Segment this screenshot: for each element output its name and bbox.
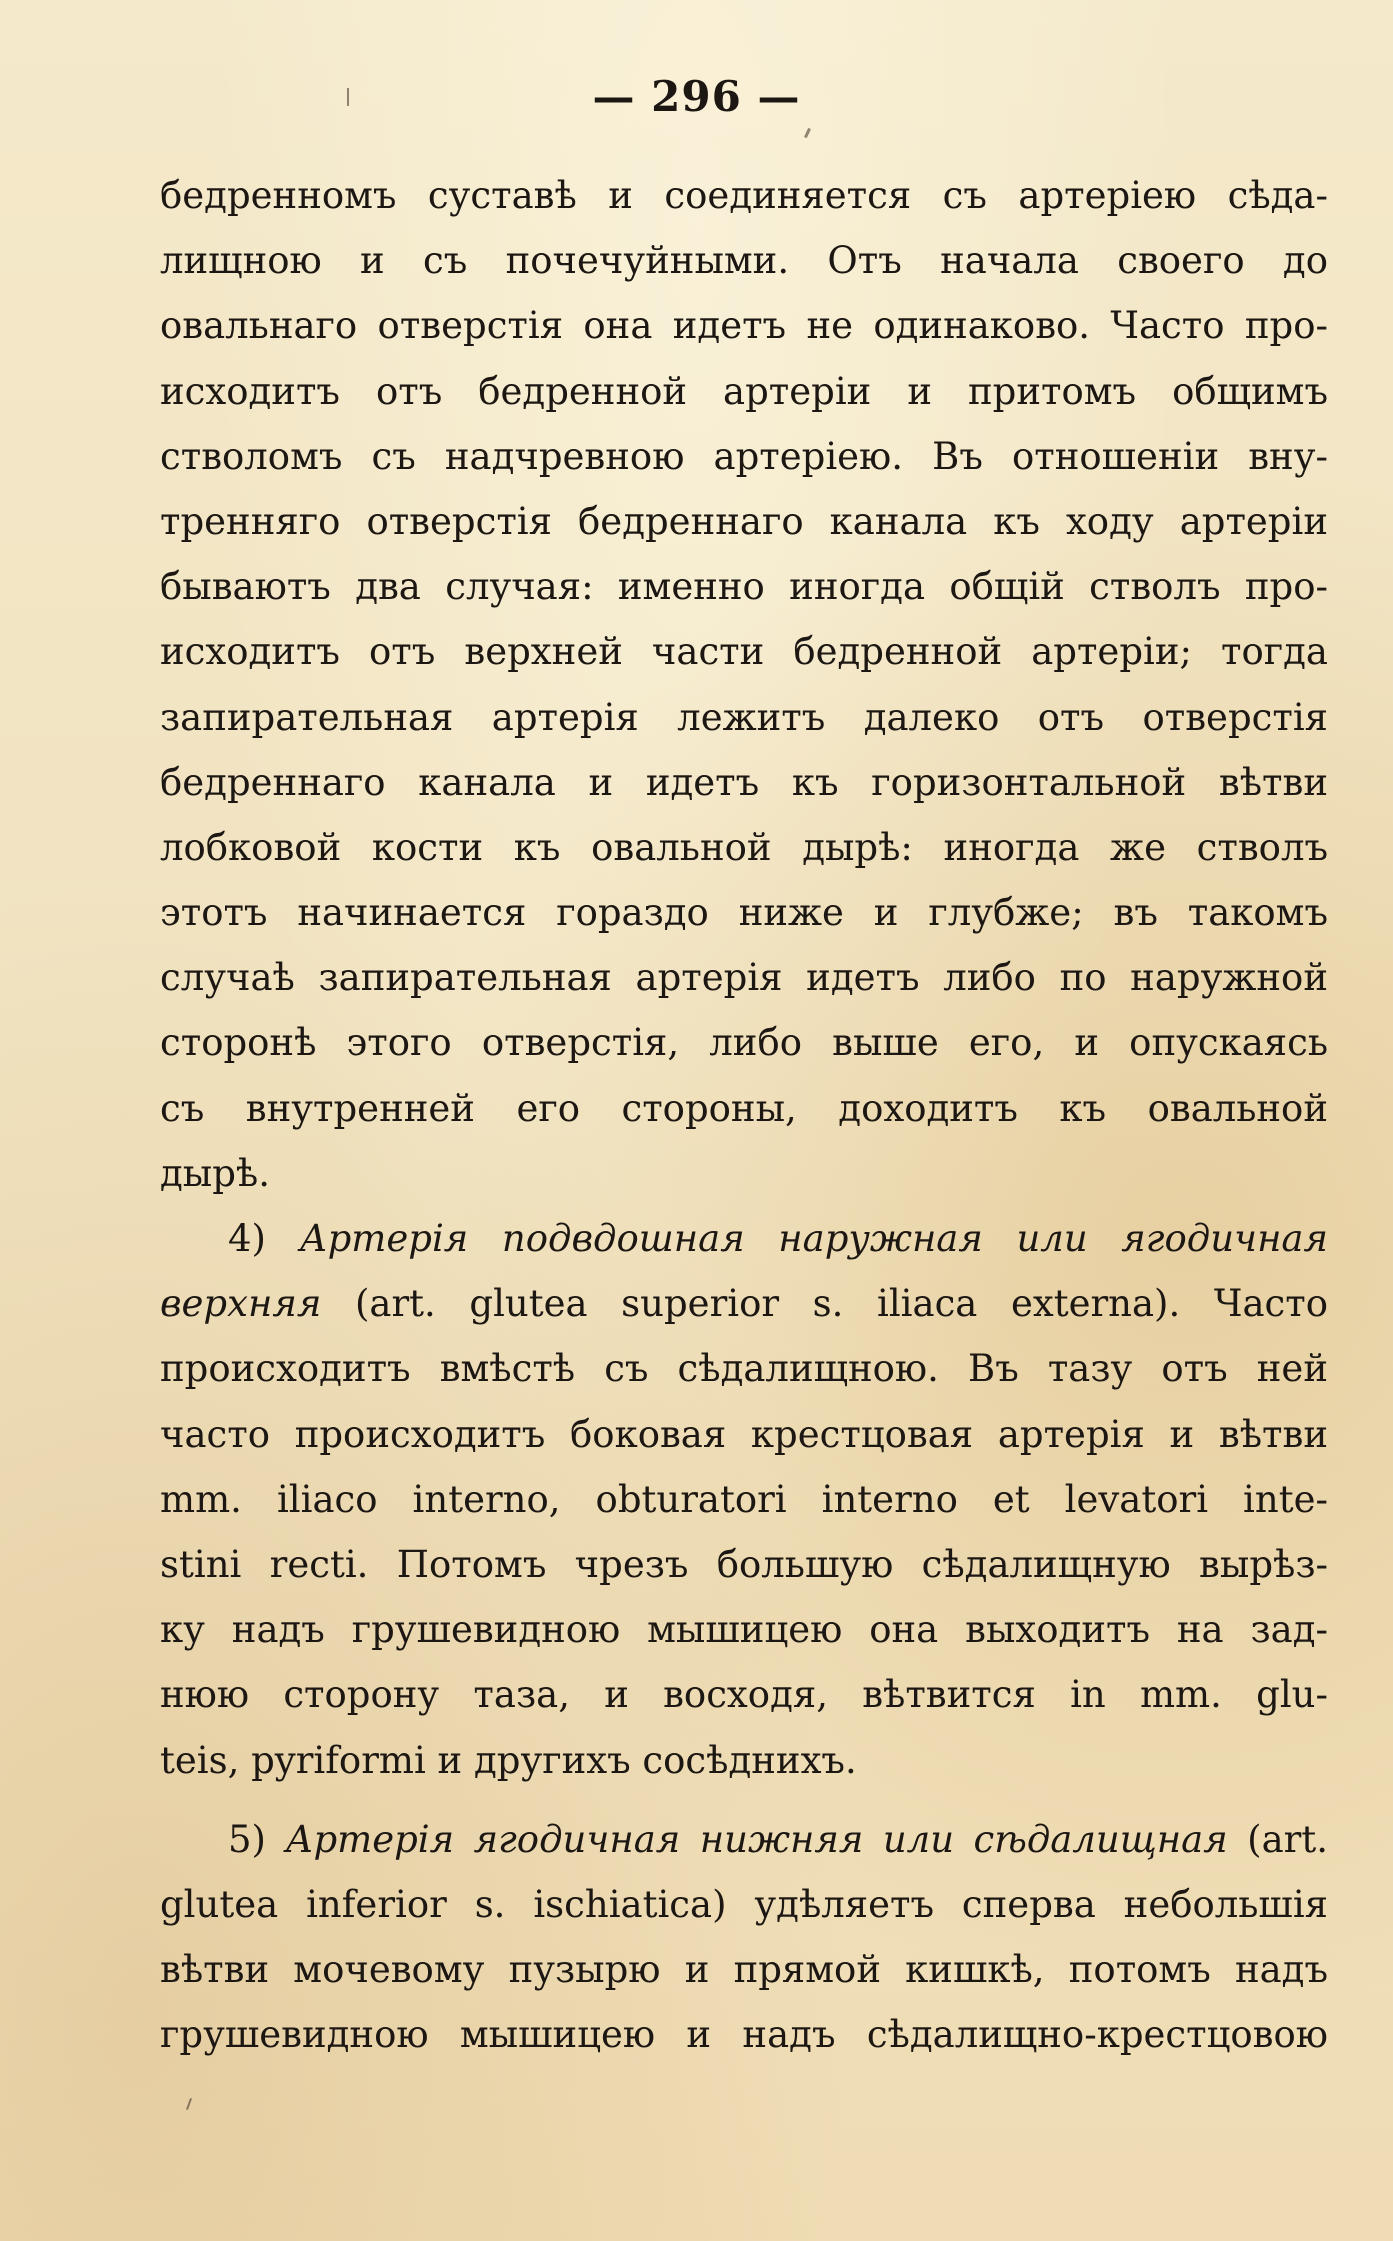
text-segment: лобковой кости къ овальной дырѣ: иногда же стволъ: [160, 825, 1328, 869]
text-segment: этотъ начинается гораздо ниже и глубже; въ такомъ: [160, 891, 1328, 935]
text-line: [160, 619, 1328, 684]
text-line: [160, 685, 1328, 750]
text-segment: нюю сторону таза, и восходя, вѣтвится in mm. glu-: [160, 1673, 1328, 1717]
text-line: [160, 1206, 1328, 1271]
text-line: [160, 1076, 1328, 1141]
ink-speck: [186, 2098, 192, 2110]
text-line: [160, 1937, 1328, 2002]
italic-segment: Артерія подвдошная наружная или ягодичная: [299, 1217, 1328, 1260]
text-segment: лищною и съ почечуйными. Отъ начала своего до: [160, 239, 1328, 283]
body-text: [160, 163, 1328, 2067]
text-segment: ку надъ грушевидною мышицею она выходитъ на зад-: [160, 1608, 1328, 1652]
text-segment: исходитъ отъ бедренной артеріи и притомъ общимъ: [160, 369, 1328, 413]
text-segment: дырѣ.: [160, 1151, 270, 1195]
text-line: [160, 163, 1328, 228]
text-line: [160, 1532, 1328, 1597]
text-segment: teis, pyriformi и другихъ сосѣднихъ.: [160, 1738, 857, 1782]
text-segment: mm. iliaco interno, obturatori interno et levatori inte-: [160, 1477, 1328, 1521]
text-segment: 4): [228, 1217, 300, 1260]
italic-segment: верхняя: [160, 1282, 322, 1326]
text-line: [160, 359, 1328, 424]
text-segment: бедреннаго канала и идетъ къ горизонтальной вѣтви: [160, 760, 1328, 804]
text-line: [160, 2002, 1328, 2067]
text-line: [160, 424, 1328, 489]
ink-speck: [804, 128, 811, 138]
page-number: — 296 —: [592, 72, 801, 121]
text-segment: грушевидною мышицею и надъ сѣдалищно-крестцовою: [160, 2013, 1328, 2057]
text-line: [160, 1728, 1328, 1793]
text-line: [160, 1336, 1328, 1401]
text-line: [160, 750, 1328, 815]
text-line: [160, 293, 1328, 358]
text-segment: glutea inferior s. ischiatica) удѣляетъ сперва небольшія: [160, 1882, 1328, 1926]
text-line: [160, 1010, 1328, 1075]
text-segment: запирательная артерія лежитъ далеко отъ отверстія: [160, 695, 1328, 739]
text-segment: 5): [228, 1817, 286, 1861]
text-segment: (art. glutea superior s. iliaca externa). Часто: [321, 1282, 1328, 1326]
text-line: [160, 1271, 1328, 1336]
text-line: [160, 554, 1328, 619]
text-line: [160, 880, 1328, 945]
text-line: [160, 1597, 1328, 1662]
text-line: [160, 945, 1328, 1010]
text-segment: случаѣ запирательная артерія идетъ либо по наружной: [160, 956, 1328, 1000]
text-segment: происходитъ вмѣстѣ съ сѣдалищною. Въ тазу отъ ней: [160, 1347, 1328, 1391]
text-segment: stini recti. Потомъ чрезъ большую сѣдалищную вырѣз-: [160, 1542, 1328, 1586]
text-segment: тренняго отверстія бедреннаго канала къ ходу артеріи: [160, 499, 1328, 543]
text-segment: овальнаго отверстія она идетъ не одинаково. Часто про-: [160, 304, 1328, 348]
paragraph-gap: [160, 1793, 1328, 1807]
ink-speck: [347, 88, 349, 106]
text-line: [160, 1402, 1328, 1467]
text-segment: (art.: [1227, 1817, 1328, 1861]
text-segment: сторонѣ этого отверстія, либо выше его, и опускаясь: [160, 1021, 1328, 1065]
text-line: [160, 228, 1328, 293]
text-segment: бедренномъ суставѣ и соединяется съ артеріею сѣда-: [160, 174, 1328, 217]
text-segment: стволомъ съ надчревною артеріею. Въ отношеніи вну-: [160, 434, 1328, 478]
text-line: [160, 1467, 1328, 1532]
italic-segment: Артерія ягодичная нижняя или сѣдалищная: [285, 1817, 1228, 1861]
text-segment: вѣтви мочевому пузырю и прямой кишкѣ, потомъ надъ: [160, 1948, 1328, 1992]
text-segment: бываютъ два случая: именно иногда общій стволъ про-: [160, 565, 1328, 609]
text-line: [160, 489, 1328, 554]
text-line: [160, 815, 1328, 880]
text-segment: часто происходитъ боковая крестцовая артерія и вѣтви: [160, 1412, 1328, 1456]
text-segment: съ внутренней его стороны, доходитъ къ овальной: [160, 1086, 1328, 1130]
text-line: [160, 1141, 1328, 1206]
text-segment: исходитъ отъ верхней части бедренной артеріи; тогда: [160, 630, 1328, 674]
text-line: [160, 1662, 1328, 1727]
text-line: [160, 1872, 1328, 1937]
text-line: [160, 1807, 1328, 1872]
